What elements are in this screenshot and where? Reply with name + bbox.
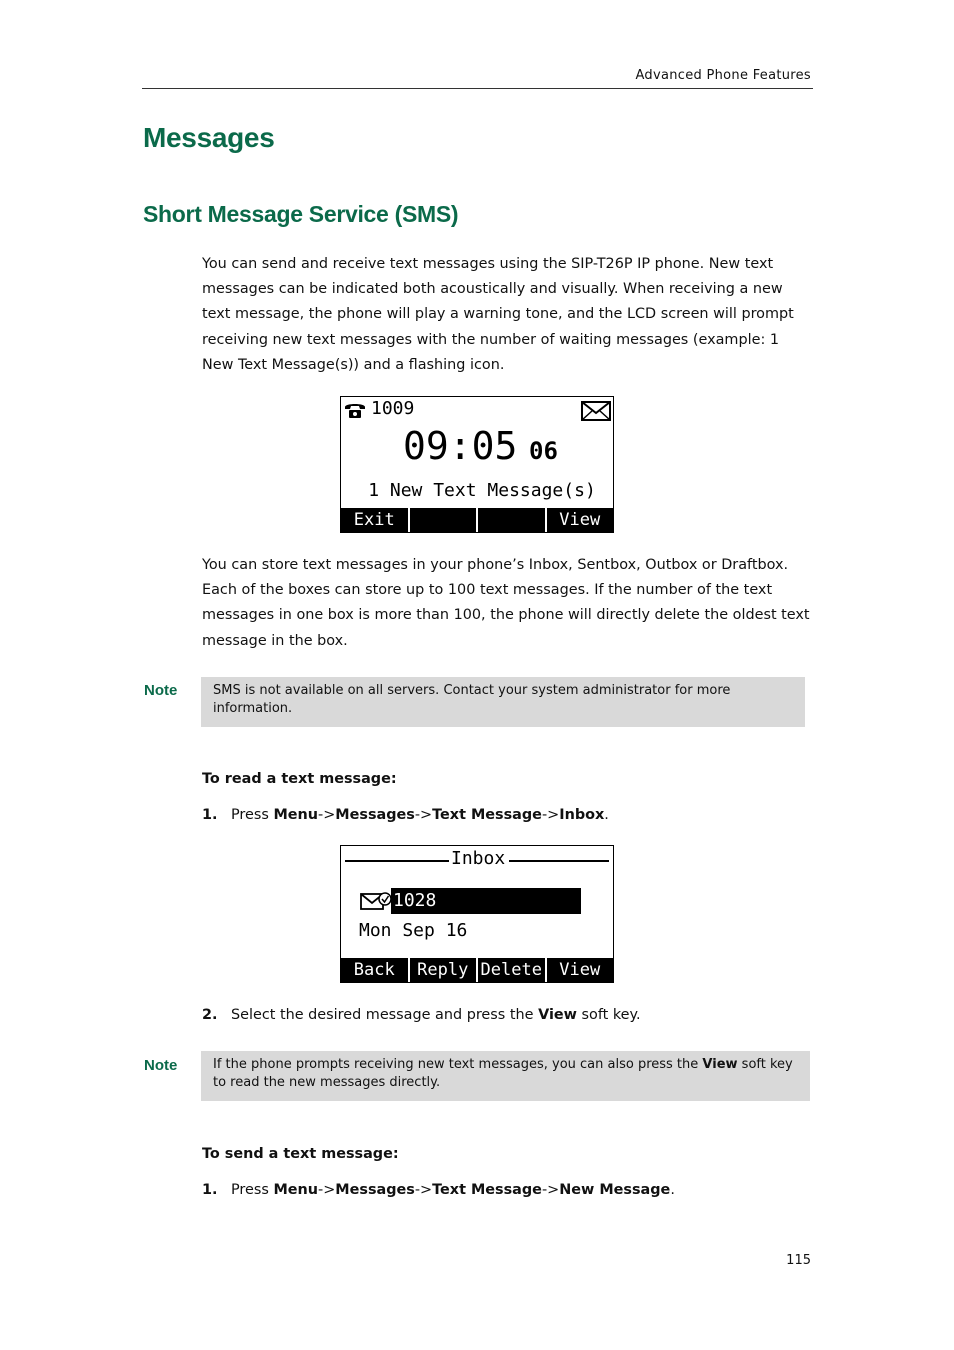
step-text-press: Press: [231, 1182, 269, 1198]
lcd-selected-message[interactable]: [391, 888, 581, 914]
step-end: .: [670, 1182, 675, 1198]
page-number: 115: [786, 1253, 811, 1268]
note-key-name: View: [702, 1057, 738, 1072]
lcd-inbox-title: Inbox: [451, 848, 506, 869]
softkey-exit[interactable]: Exit: [353, 510, 395, 530]
procedure-heading-send: To send a text message:: [202, 1146, 399, 1162]
menu-path-text-message: Text Message: [432, 807, 542, 823]
read-step-2: [202, 1007, 641, 1023]
lcd-clock: [403, 423, 558, 469]
lcd-status-bar: [343, 398, 611, 422]
lcd-seconds: 06: [529, 437, 558, 465]
note-text-after: soft key to read the new messages directly.: [213, 1057, 793, 1090]
page-title: Messages: [143, 122, 275, 153]
read-envelope-icon: [360, 891, 392, 911]
menu-path-sep-2: ->: [414, 807, 433, 823]
lcd-account-number: 1009: [371, 398, 415, 419]
lcd-inbox-title-row: [345, 848, 609, 872]
step-number: 1.: [202, 1182, 218, 1198]
read-step-1: [202, 807, 609, 823]
lcd-message-date: Mon Sep 16: [359, 920, 468, 941]
section-heading: Short Message Service (SMS): [143, 201, 459, 227]
menu-path-messages: Messages: [335, 807, 415, 823]
step-text-after: soft key.: [581, 1007, 641, 1023]
note-box: [201, 677, 805, 727]
envelope-icon: [581, 401, 611, 421]
header-section-title: Advanced Phone Features: [635, 68, 811, 83]
menu-path-sep-3: ->: [541, 1182, 560, 1198]
send-step-1: [202, 1182, 675, 1198]
softkey-view[interactable]: View: [545, 958, 614, 982]
menu-path-sep-1: ->: [318, 807, 336, 823]
lcd-idle-screen: [340, 396, 614, 533]
menu-path-sep-3: ->: [541, 807, 560, 823]
step-text-before: Select the desired message and press the: [231, 1007, 534, 1023]
note-box: [201, 1051, 810, 1101]
softkey-back[interactable]: Back: [353, 960, 395, 980]
title-rule-left: [345, 860, 449, 862]
step-number: 1.: [202, 807, 218, 823]
storage-paragraph: You can store text messages in your phone’s Inbox, Sentbox, Outbox or Draftbox. Each of the boxes can store up to 100 text messages. If the number of the text messages in one box is more than 100, the phone will directly delete the oldest text message in the box.: [202, 557, 810, 649]
view-key-name: View: [538, 1007, 577, 1023]
phone-handset-icon: [343, 400, 367, 420]
step-text-press: Press: [231, 807, 269, 823]
menu-path-inbox: Inbox: [559, 807, 605, 823]
lcd-inbox-screen: [340, 845, 614, 983]
menu-path-sep-1: ->: [318, 1182, 336, 1198]
menu-path-menu: Menu: [273, 807, 319, 823]
step-number: 2.: [202, 1007, 218, 1023]
softkey-empty-3[interactable]: [476, 508, 545, 532]
lcd-new-message-text: 1 New Text Message(s): [368, 480, 596, 501]
lcd-message-number: 1028: [393, 890, 437, 911]
step-end: .: [604, 807, 609, 823]
softkey-delete[interactable]: Delete: [476, 958, 545, 982]
procedure-heading-read: To read a text message:: [202, 771, 397, 787]
note-text: SMS is not available on all servers. Contact your system administrator for more information.: [213, 683, 731, 716]
menu-path-messages: Messages: [335, 1182, 415, 1198]
note-label: Note: [144, 1057, 178, 1074]
softkey-reply[interactable]: Reply: [408, 958, 477, 982]
softkey-empty-2[interactable]: [408, 508, 477, 532]
note-label: Note: [144, 682, 178, 699]
lcd-time: 09:05: [403, 424, 518, 468]
menu-path-sep-2: ->: [414, 1182, 433, 1198]
header-rule: [142, 88, 813, 89]
menu-path-text-message: Text Message: [432, 1182, 542, 1198]
lcd-softkey-bar: [341, 508, 613, 532]
menu-path-menu: Menu: [273, 1182, 319, 1198]
note-text-before: If the phone prompts receiving new text messages, you can also press the: [213, 1057, 699, 1072]
softkey-view[interactable]: View: [545, 508, 614, 532]
title-rule-right: [509, 860, 609, 862]
menu-path-new-message: New Message: [559, 1182, 671, 1198]
intro-paragraph: You can send and receive text messages using the SIP-T26P IP phone. New text messages can be indicated both acoustically and visually. When receiving a new text message, the phone will play a warning tone, and the LCD screen will prompt receiving new text messages with the number of waiting messages (example: 1 New Text Message(s)) and a flashing icon.: [202, 256, 794, 373]
lcd-softkey-bar: [341, 958, 613, 982]
